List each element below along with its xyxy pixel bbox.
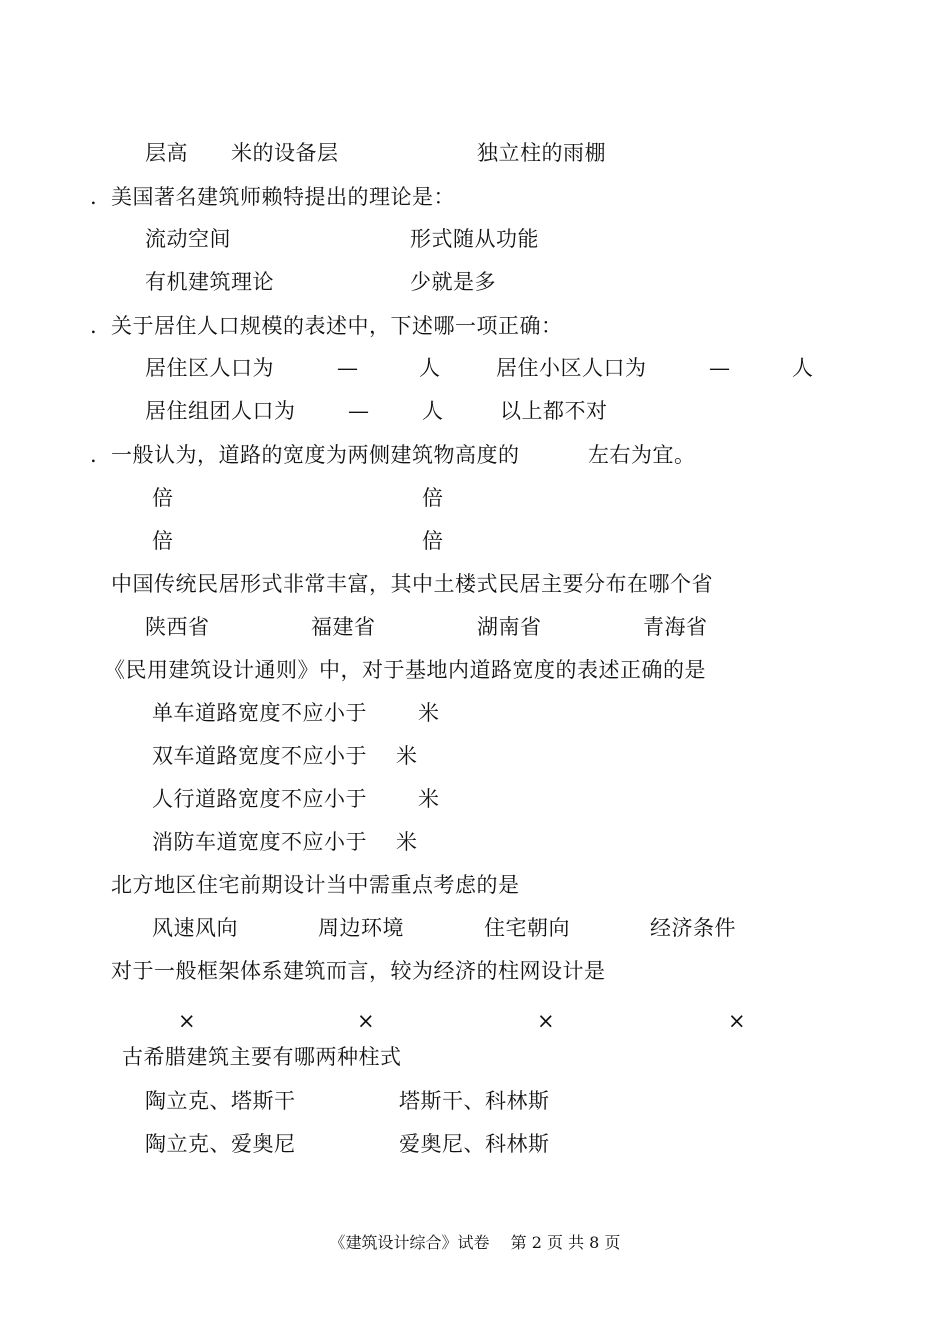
- question-tulou-stem: 中国传统民居形式非常丰富，其中土楼式民居主要分布在哪个省: [111, 572, 713, 596]
- question-greek-stem: 古希腊建筑主要有哪两种柱式: [122, 1045, 402, 1069]
- population-option-a-unit: 人: [419, 356, 441, 380]
- page-footer: 《建筑设计综合》试卷 第 2 页 共 8 页: [329, 1233, 621, 1252]
- wright-option-b: 形式随从功能: [410, 227, 539, 251]
- population-option-d: 以上都不对: [500, 399, 608, 423]
- wright-option-a: 流动空间: [145, 227, 231, 251]
- question-population-stem: 关于居住人口规模的表述中，下述哪一项正确：: [111, 314, 563, 338]
- question-number-marker: .: [90, 443, 97, 467]
- greek-option-b: 塔斯干、科林斯: [399, 1089, 550, 1113]
- road-width-option-d: 倍: [422, 529, 444, 553]
- code-option-b-unit: 米: [396, 744, 418, 768]
- north-option-c: 住宅朝向: [484, 916, 570, 940]
- grid-option-d: ×: [728, 1009, 747, 1033]
- north-option-a: 风速风向: [152, 916, 238, 940]
- population-option-c-dash: —: [348, 399, 370, 423]
- north-option-b: 周边环境: [318, 916, 404, 940]
- tulou-option-c: 湖南省: [477, 615, 542, 639]
- population-option-c-unit: 人: [422, 399, 444, 423]
- prev-option-c: 层高 米的设备层: [145, 141, 339, 165]
- code-option-c-unit: 米: [418, 787, 440, 811]
- code-option-a-unit: 米: [418, 701, 440, 725]
- question-north-stem: 北方地区住宅前期设计当中需重点考虑的是: [111, 873, 520, 897]
- greek-option-a: 陶立克、塔斯干: [145, 1089, 296, 1113]
- wright-option-d: 少就是多: [410, 270, 496, 294]
- population-option-c-label: 居住组团人口为: [145, 399, 296, 423]
- question-number-marker: .: [90, 185, 97, 209]
- population-option-b-unit: 人: [792, 356, 814, 380]
- road-width-option-a: 倍: [152, 486, 174, 510]
- code-option-c-label: 人行道路宽度不应小于: [152, 787, 367, 811]
- road-width-option-b: 倍: [422, 486, 444, 510]
- population-option-b-label: 居住小区人口为: [496, 356, 647, 380]
- question-code-stem: 《民用建筑设计通则》中，对于基地内道路宽度的表述正确的是: [104, 658, 706, 682]
- tulou-option-b: 福建省: [311, 615, 376, 639]
- question-road-width-stem-end: 左右为宜。: [588, 443, 696, 467]
- greek-option-c: 陶立克、爱奥尼: [145, 1132, 296, 1156]
- tulou-option-a: 陕西省: [145, 615, 210, 639]
- road-width-option-c: 倍: [152, 529, 174, 553]
- grid-option-c: ×: [537, 1009, 556, 1033]
- population-option-a-dash: —: [337, 356, 359, 380]
- population-option-a-label: 居住区人口为: [145, 356, 274, 380]
- grid-option-b: ×: [357, 1009, 376, 1033]
- greek-option-d: 爱奥尼、科林斯: [399, 1132, 550, 1156]
- code-option-a-label: 单车道路宽度不应小于: [152, 701, 367, 725]
- code-option-d-label: 消防车道宽度不应小于: [152, 830, 367, 854]
- tulou-option-d: 青海省: [643, 615, 708, 639]
- code-option-d-unit: 米: [396, 830, 418, 854]
- code-option-b-label: 双车道路宽度不应小于: [152, 744, 367, 768]
- north-option-d: 经济条件: [650, 916, 736, 940]
- question-road-width-stem: 一般认为，道路的宽度为两侧建筑物高度的: [111, 443, 520, 467]
- population-option-b-dash: —: [709, 356, 731, 380]
- wright-option-c: 有机建筑理论: [145, 270, 274, 294]
- question-number-marker: .: [90, 314, 97, 338]
- grid-option-a: ×: [178, 1009, 197, 1033]
- question-grid-stem: 对于一般框架体系建筑而言，较为经济的柱网设计是: [111, 959, 606, 983]
- question-wright-stem: 美国著名建筑师赖特提出的理论是：: [111, 185, 455, 209]
- prev-option-d: 独立柱的雨棚: [477, 141, 606, 165]
